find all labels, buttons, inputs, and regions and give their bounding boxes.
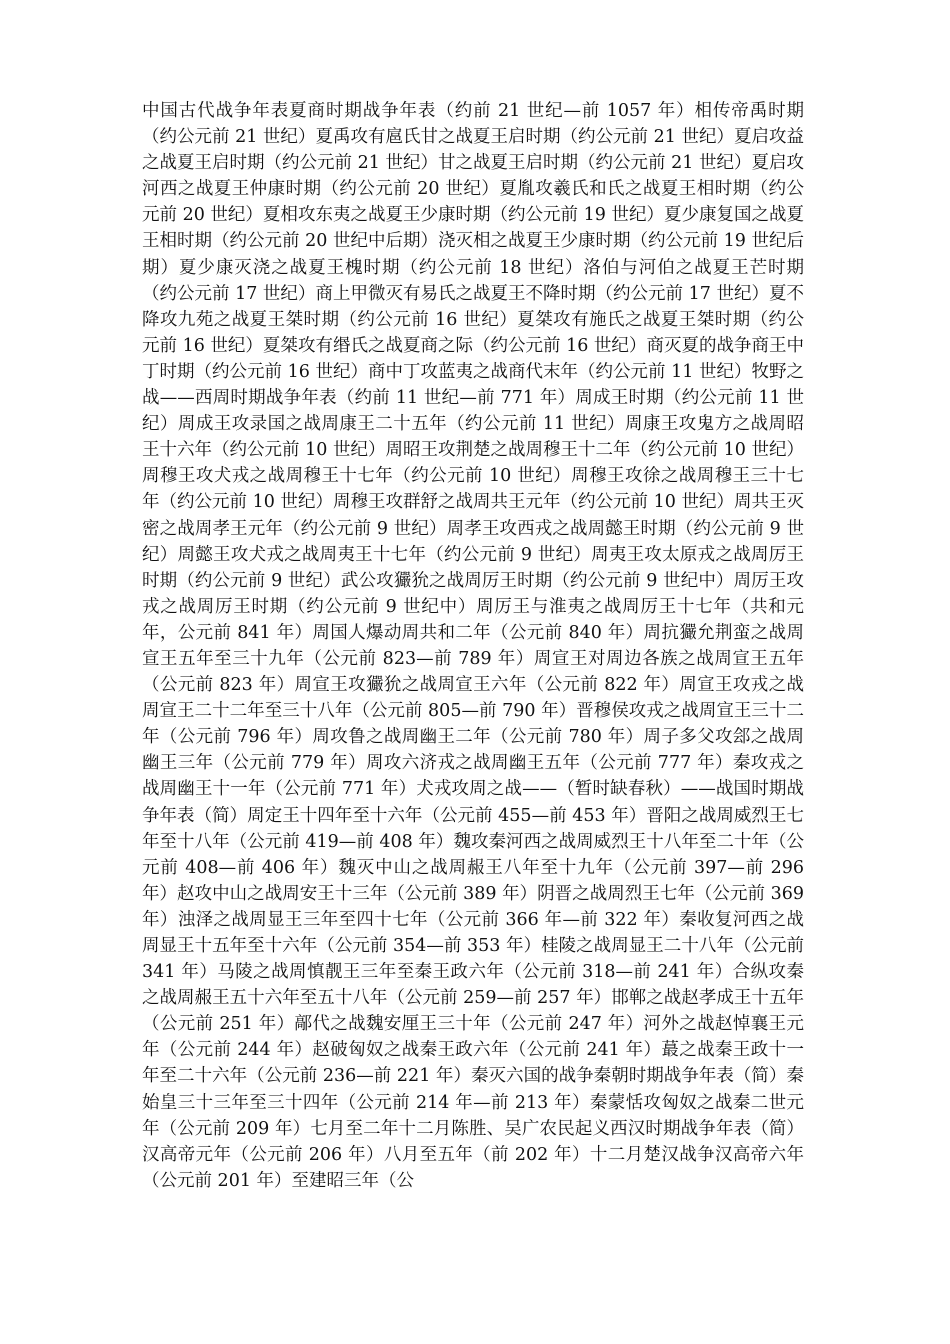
- document-body-text: 中国古代战争年表夏商时期战争年表（约前 21 世纪—前 1057 年）相传帝禹时期（约公元前 21 世纪）夏禹攻有扈氏甘之战夏王启时期（约公元前 21 世纪）夏启攻益之战夏王启时期（约公元前 21 世纪）甘之战夏王启时期（约公元前 21 世纪）夏启攻河西之战夏王仲康时期（约公元前 20 世纪）夏胤攻羲氏和氏之战夏王相时期（约公元前 20 世纪）夏相攻东夷之战夏王少康时期（约公元前 19 世纪）夏少康复国之战夏王相时期（约公元前 20 世纪中后期）浇灭相之战夏王少康时期（约公元前 19 世纪后期）夏少康灭浇之战夏王槐时期（约公元前 18 世纪）洛伯与河伯之战夏王芒时期（约公元前 17 世纪）商上甲微灭有易氏之战夏王不降时期（约公元前 17 世纪）夏不降攻九苑之战夏王桀时期（约公元前 16 世纪）夏桀攻有施氏之战夏王桀时期（约公元前 16 世纪）夏桀攻有缗氏之战夏商之际（约公元前 16 世纪）商灭夏的战争商王中丁时期（约公元前 16 世纪）商中丁攻蓝夷之战商代末年（约公元前 11 世纪）牧野之战——西周时期战争年表（约前 11 世纪—前 771 年）周成王时期（约公元前 11 世纪）周成王攻录国之战周康王二十五年（约公元前 11 世纪）周康王攻鬼方之战周昭王十六年（约公元前 10 世纪）周昭王攻荆楚之战周穆王十二年（约公元前 10 世纪）周穆王攻犬戎之战周穆王十七年（约公元前 10 世纪）周穆王攻徐之战周穆王三十七年（约公元前 10 世纪）周穆王攻群舒之战周共王元年（约公元前 10 世纪）周共王灭密之战周孝王元年（约公元前 9 世纪）周孝王攻西戎之战周懿王时期（约公元前 9 世纪）周懿王攻犬戎之战周夷王十七年（约公元前 9 世纪）周夷王攻太原戎之战周厉王时期（约公元前 9 世纪）武公攻玁狁之战周厉王时期（约公元前 9 世纪中）周厉王攻戎之战周厉王时期（约公元前 9 世纪中）周厉王与淮夷之战周厉王十七年（共和元年，公元前 841 年）周国人爆动周共和二年（公元前 840 年）周抗玁允荆蛮之战周宣王五年至三十九年（公元前 823—前 789 年）周宣王对周边各族之战周宣王五年（公元前 823 年）周宣王攻玁狁之战周宣王六年（公元前 822 年）周宣王攻戎之战周宣王二十二年至三十八年（公元前 805—前 790 年）晋穆侯攻戎之战周宣王三十二年（公元前 796 年）周攻鲁之战周幽王二年（公元前 780 年）周子多父攻郐之战周幽王三年（公元前 779 年）周攻六济戎之战周幽王五年（公元前 777 年）秦攻戎之战周幽王十一年（公元前 771 年）犬戎攻周之战——（暂时缺春秋）——战国时期战争年表（简）周定王十四年至十六年（公元前 455—前 453 年）晋阳之战周威烈王七年至十八年（公元前 419—前 408 年）魏攻秦河西之战周威烈王十八年至二十年（公元前 408—前 406 年）魏灭中山之战周赧王八年至十九年（公元前 397—前 296 年）赵攻中山之战周安王十三年（公元前 389 年）阴晋之战周烈王七年（公元前 369 年）浊泽之战周显王三年至四十七年（公元前 366 年—前 322 年）秦收复河西之战周显王十五年至十六年（公元前 354—前 353 年）桂陵之战周显王二十八年（公元前 341 年）马陵之战周慎靓王三年至秦王政六年（公元前 318—前 241 年）合纵攻秦之战周赧王五十六年至五十八年（公元前 259—前 257 年）邯郸之战赵孝成王十五年（公元前 251 年）鄗代之战魏安厘王三十年（公元前 247 年）河外之战赵悼襄王元年（公元前 244 年）赵破匈奴之战秦王政六年（公元前 241 年）蕞之战秦王政十一年至二十六年（公元前 236—前 221 年）秦灭六国的战争秦朝时期战争年表（简）秦始皇三十三年至三十四年（公元前 214 年—前 213 年）秦蒙恬攻匈奴之战秦二世元年（公元前 209 年）七月至二年十二月陈胜、吴广农民起义西汉时期战争年表（简）汉高帝元年（公元前 206 年）八月至五年（前 202 年）十二月楚汉战争汉高帝六年（公元前 201 年）至建昭三年（公: [142, 101, 804, 1191]
